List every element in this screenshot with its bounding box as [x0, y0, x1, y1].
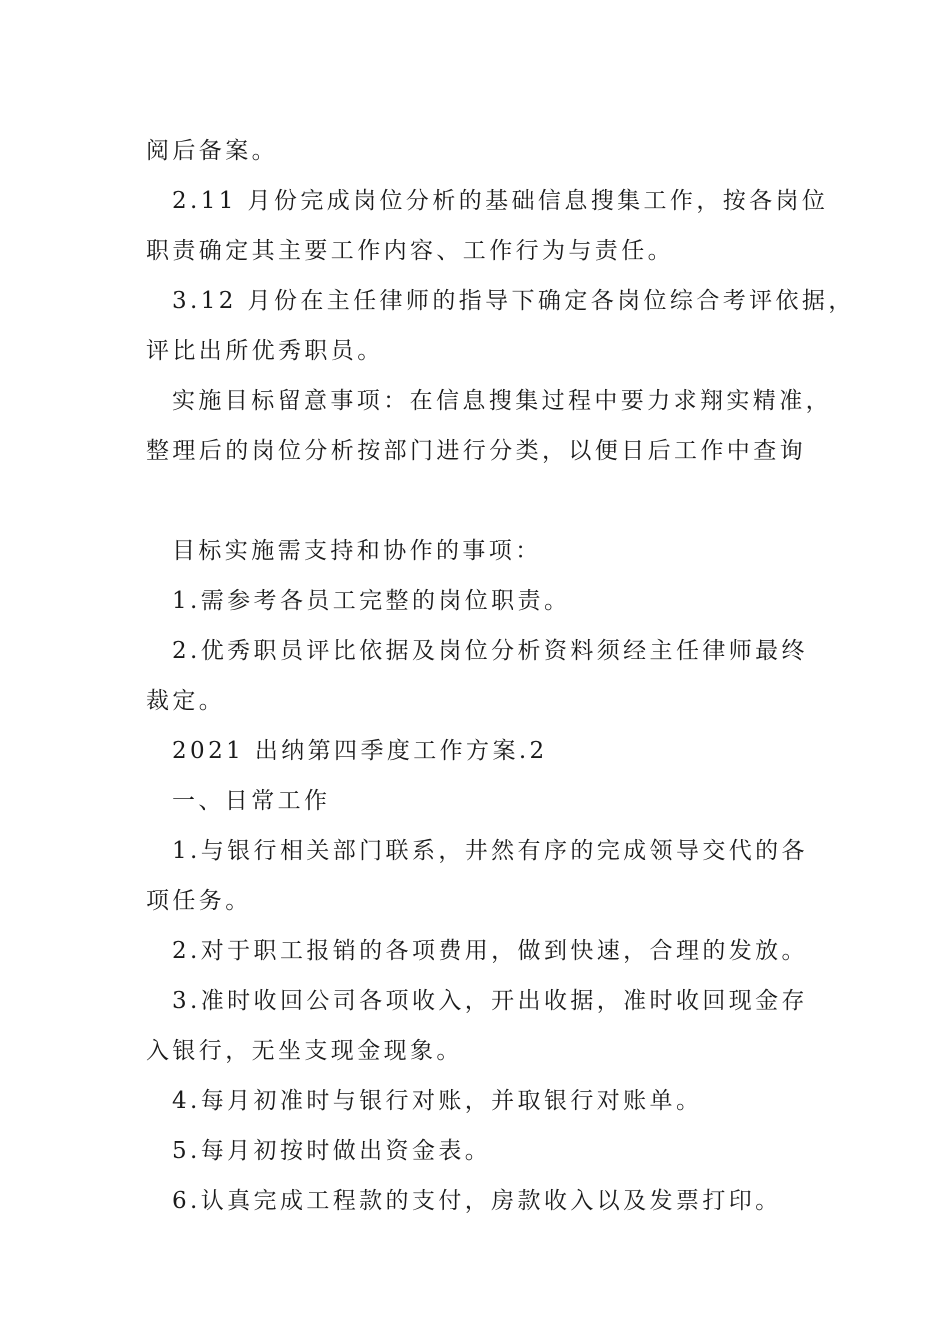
text-line: 2.11 月份完成岗位分析的基础信息搜集工作，按各岗位: [172, 188, 829, 214]
text-line: 评比出所优秀职员。: [146, 338, 384, 364]
text-line: 1.需参考各员工完整的岗位职责。: [172, 588, 571, 614]
text-line: 5.每月初按时做出资金表。: [172, 1138, 492, 1164]
text-line: 实施目标留意事项：在信息搜集过程中要力求翔实精准，: [172, 388, 832, 414]
text-line: 项任务。: [146, 888, 252, 914]
text-line: 3.准时收回公司各项收入，开出收据，准时收回现金存: [172, 988, 808, 1014]
text-line: 2.优秀职员评比依据及岗位分析资料须经主任律师最终: [172, 638, 808, 664]
text-line: 3.12 月份在主任律师的指导下确定各岗位综合考评依据，: [172, 288, 855, 314]
text-line: 入银行，无坐支现金现象。: [146, 1038, 463, 1064]
text-line: 目标实施需支持和协作的事项：: [172, 538, 542, 564]
text-line: 4.每月初准时与银行对账，并取银行对账单。: [172, 1088, 703, 1114]
text-line: 6.认真完成工程款的支付，房款收入以及发票打印。: [172, 1188, 782, 1214]
text-line: 阅后备案。: [146, 138, 278, 164]
text-line: 整理后的岗位分析按部门进行分类，以便日后工作中查询: [146, 438, 806, 464]
text-line: 一、日常工作: [172, 788, 331, 814]
text-line: 裁定。: [146, 688, 226, 714]
text-line: 1.与银行相关部门联系，井然有序的完成领导交代的各: [172, 838, 808, 864]
text-line: 职责确定其主要工作内容、工作行为与责任。: [146, 238, 674, 264]
text-line: 2.对于职工报销的各项费用，做到快速，合理的发放。: [172, 938, 808, 964]
text-line: 2021 出纳第四季度工作方案.2: [172, 738, 548, 764]
